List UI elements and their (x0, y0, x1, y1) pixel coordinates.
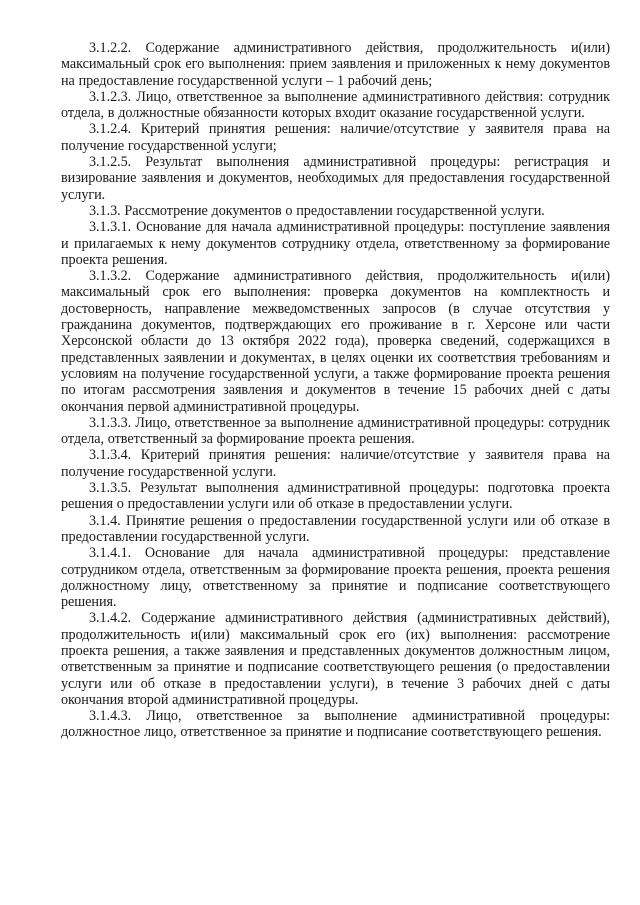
paragraph-3-1-3-4: 3.1.3.4. Критерий принятия решения: наличие/отсутствие у заявителя права на получение государственной услуги. (61, 447, 610, 480)
paragraph-3-1-3-2: 3.1.3.2. Содержание административного действия, продолжительность и(или) максимальный срок его выполнения: проверка документов на комплектность и достоверность, направление межведомственных запросов (в случае отсутствия у гражданина документов, подтверждающих его проживание в г. Херсоне или части Херсонской области до 13 октября 2022 года), проверка сведений, содержащихся в представленных заявлении и документах, в целях оценки их соответствия требованиям и условиям на получение государственной услуги, а также формирование проекта решения по итогам рассмотрения заявления и документов в течение 15 рабочих дней с даты окончания первой административной процедуры. (61, 268, 610, 415)
paragraph-3-1-2-4: 3.1.2.4. Критерий принятия решения: наличие/отсутствие у заявителя права на получение государственной услуги; (61, 121, 610, 154)
paragraph-3-1-2-3: 3.1.2.3. Лицо, ответственное за выполнение административного действия: сотрудник отдела, в должностные обязанности которых входит оказание государственной услуги. (61, 88, 610, 122)
paragraph-3-1-4-1: 3.1.4.1. Основание для начала административной процедуры: представление сотрудником отдела, ответственным за формирование проекта решения, проекта решения должностному лицу, ответственному за принятие и подписание соответствующего решения. (61, 545, 610, 611)
paragraph-3-1-4-2: 3.1.4.2. Содержание административного действия (административных действий), продолжительность и(или) максимальный срок его (их) выполнения: рассмотрение проекта решения, а также заявления и представленных документов должностным лицом, ответственным за принятие и подписание соответствующего решения (о предоставлении услуги или об отказе в предоставлении услуги), в течение 3 рабочих дней с даты окончания второй административной процедуры. (61, 610, 610, 708)
paragraph-3-1-3-5: 3.1.3.5. Результат выполнения административной процедуры: подготовка проекта решения о предоставлении услуги или об отказе в предоставлении услуги. (61, 480, 610, 513)
paragraph-3-1-4: 3.1.4. Принятие решения о предоставлении государственной услуги или об отказе в предоставлении государственной услуги. (61, 512, 610, 545)
paragraph-3-1-3-1: 3.1.3.1. Основание для начала административной процедуры: поступление заявления и прилагаемых к нему документов сотруднику отдела, ответственному за формирование проекта решения. (61, 219, 610, 268)
paragraph-3-1-3-3: 3.1.3.3. Лицо, ответственное за выполнение административной процедуры: сотрудник отдела, ответственный за формирование проекта решения. (61, 414, 610, 448)
paragraph-3-1-2-5: 3.1.2.5. Результат выполнения административной процедуры: регистрация и визирование заявления и документов, необходимых для предоставления государственной услуги. (61, 154, 610, 203)
paragraph-3-1-3: 3.1.3. Рассмотрение документов о предоставлении государственной услуги. (89, 202, 545, 219)
paragraph-3-1-4-3: 3.1.4.3. Лицо, ответственное за выполнение административной процедуры: должностное лицо, ответственное за принятие и подписание соответствующего решения. (61, 708, 610, 741)
paragraph-3-1-2-2: 3.1.2.2. Содержание административного действия, продолжительность и(или) максимальный срок его выполнения: прием заявления и приложенных к нему документов на предоставление государственной услуги – 1 рабочий день; (61, 40, 610, 89)
